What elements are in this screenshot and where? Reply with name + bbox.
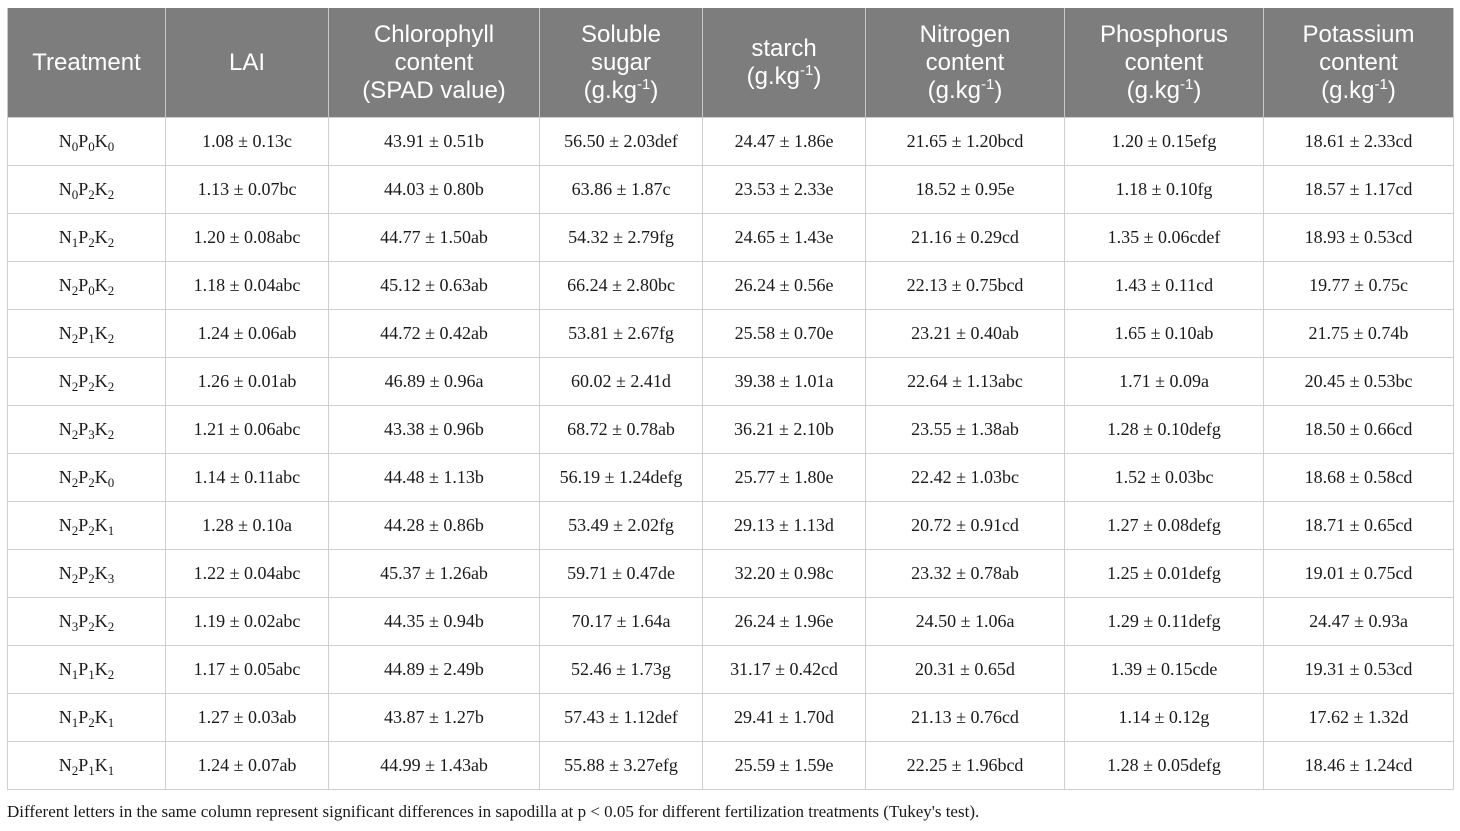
value-cell: 24.50 ± 1.06a [866,598,1065,646]
value-cell: 31.17 ± 0.42cd [703,646,866,694]
results-table [7,8,1454,790]
treatment-cell: $N_2P_2K_2$ [8,358,166,406]
column-header [866,8,1065,118]
column-header [8,8,166,118]
table-row [8,310,1454,358]
table-row [8,358,1454,406]
value-cell: 56.19 ± 1.24defg [540,454,703,502]
value-cell: 20.45 ± 0.53bc [1264,358,1454,406]
value-cell: 21.75 ± 0.74b [1264,310,1454,358]
value-cell: 43.38 ± 0.96b [329,406,540,454]
treatment-cell: $N_0P_2K_2$ [8,166,166,214]
treatment-cell: $N_2P_0K_2$ [8,262,166,310]
value-cell: 46.89 ± 0.96a [329,358,540,406]
value-cell: 22.25 ± 1.96bcd [866,742,1065,790]
value-cell: 68.72 ± 0.78ab [540,406,703,454]
table-container [7,8,1453,790]
column-header-text: LAI [228,48,266,76]
value-cell: 1.20 ± 0.08abc [166,214,329,262]
value-cell: 1.19 ± 0.02abc [166,598,329,646]
value-cell: 18.57 ± 1.17cd [1264,166,1454,214]
value-cell: 44.48 ± 1.13b [329,454,540,502]
table-row [8,598,1454,646]
value-cell: 44.99 ± 1.43ab [329,742,540,790]
column-header-text: content [1319,48,1398,76]
value-cell: 57.43 ± 1.12def [540,694,703,742]
treatment-cell: $N_2P_1K_2$ [8,310,166,358]
value-cell: 26.24 ± 1.96e [703,598,866,646]
value-cell: 1.43 ± 0.11cd [1065,262,1264,310]
value-cell: 26.24 ± 0.56e [703,262,866,310]
treatment-cell: $N_2P_3K_2$ [8,406,166,454]
table-row [8,694,1454,742]
value-cell: 22.13 ± 0.75bcd [866,262,1065,310]
value-cell: 1.17 ± 0.05abc [166,646,329,694]
value-cell: 18.93 ± 0.53cd [1264,214,1454,262]
value-cell: 45.37 ± 1.26ab [329,550,540,598]
value-cell: 1.28 ± 0.10defg [1065,406,1264,454]
value-cell: 19.01 ± 0.75cd [1264,550,1454,598]
value-cell: 1.24 ± 0.07ab [166,742,329,790]
value-cell: 44.28 ± 0.86b [329,502,540,550]
treatment-cell: $N_3P_2K_2$ [8,598,166,646]
value-cell: 39.38 ± 1.01a [703,358,866,406]
value-cell: 23.21 ± 0.40ab [866,310,1065,358]
value-cell: 21.13 ± 0.76cd [866,694,1065,742]
column-header-text: content [925,48,1005,76]
value-cell: 59.71 ± 0.47de [540,550,703,598]
treatment-cell: $N_2P_2K_0$ [8,454,166,502]
value-cell: 54.32 ± 2.79fg [540,214,703,262]
table-row [8,262,1454,310]
table-body [8,118,1454,790]
value-cell: 43.87 ± 1.27b [329,694,540,742]
value-cell: 1.39 ± 0.15cde [1065,646,1264,694]
value-cell: 52.46 ± 1.73g [540,646,703,694]
value-cell: 23.53 ± 2.33e [703,166,866,214]
value-cell: 66.24 ± 2.80bc [540,262,703,310]
value-cell: 25.58 ± 0.70e [703,310,866,358]
treatment-cell: $N_1P_2K_1$ [8,694,166,742]
value-cell: 56.50 ± 2.03def [540,118,703,166]
treatment-cell: $N_0P_0K_0$ [8,118,166,166]
value-cell: 24.65 ± 1.43e [703,214,866,262]
column-header-text: content [394,48,474,76]
value-cell: 1.14 ± 0.11abc [166,454,329,502]
value-cell: 1.27 ± 0.03ab [166,694,329,742]
value-cell: 44.72 ± 0.42ab [329,310,540,358]
value-cell: 21.16 ± 0.29cd [866,214,1065,262]
table-row [8,646,1454,694]
column-header [1065,8,1264,118]
value-cell: 18.61 ± 2.33cd [1264,118,1454,166]
column-header-text: content [1124,48,1204,76]
value-cell: 18.46 ± 1.24cd [1264,742,1454,790]
value-cell: 18.71 ± 0.65cd [1264,502,1454,550]
value-cell: 19.77 ± 0.75c [1264,262,1454,310]
table-row [8,166,1454,214]
table-row [8,454,1454,502]
value-cell: 19.31 ± 0.53cd [1264,646,1454,694]
table-row [8,118,1454,166]
value-cell: 1.28 ± 0.10a [166,502,329,550]
value-cell: 18.52 ± 0.95e [866,166,1065,214]
value-cell: 1.35 ± 0.06cdef [1065,214,1264,262]
value-cell: 1.65 ± 0.10ab [1065,310,1264,358]
value-cell: 21.65 ± 1.20bcd [866,118,1065,166]
value-cell: 24.47 ± 1.86e [703,118,866,166]
column-header-unit: $(g.kg^{-1})$ [583,75,659,104]
column-header-text: Nitrogen [919,20,1011,48]
treatment-cell: $N_2P_1K_1$ [8,742,166,790]
column-header-text: Soluble [580,20,662,48]
value-cell: 1.18 ± 0.04abc [166,262,329,310]
value-cell: 1.28 ± 0.05defg [1065,742,1264,790]
value-cell: 1.25 ± 0.01defg [1065,550,1264,598]
value-cell: 1.52 ± 0.03bc [1065,454,1264,502]
value-cell: 44.77 ± 1.50ab [329,214,540,262]
value-cell: 44.03 ± 0.80b [329,166,540,214]
column-header [703,8,866,118]
value-cell: 1.18 ± 0.10fg [1065,166,1264,214]
treatment-cell: $N_2P_2K_1$ [8,502,166,550]
value-cell: 32.20 ± 0.98c [703,550,866,598]
table-row [8,742,1454,790]
column-header-text: Phosphorus [1099,20,1229,48]
value-cell: 1.26 ± 0.01ab [166,358,329,406]
column-header-text: Potassium [1302,20,1415,48]
value-cell: 23.32 ± 0.78ab [866,550,1065,598]
value-cell: 1.22 ± 0.04abc [166,550,329,598]
column-header-text: Chlorophyll [373,20,495,48]
column-header-text: starch [751,34,817,62]
value-cell: 29.41 ± 1.70d [703,694,866,742]
column-header [540,8,703,118]
value-cell: 1.08 ± 0.13c [166,118,329,166]
table-row [8,406,1454,454]
value-cell: 53.81 ± 2.67fg [540,310,703,358]
value-cell: 1.24 ± 0.06ab [166,310,329,358]
table-row [8,550,1454,598]
column-header [1264,8,1454,118]
column-header-unit: $(g.kg^{-1})$ [1321,75,1396,104]
value-cell: 22.42 ± 1.03bc [866,454,1065,502]
table-footnote: Different letters in the same column represent significant differences in sapodilla at p < 0.05 for different fertilization treatments (Tukey's test). [7,802,980,821]
table-header-row [8,8,1454,118]
value-cell: 22.64 ± 1.13abc [866,358,1065,406]
value-cell: 20.31 ± 0.65d [866,646,1065,694]
treatment-cell: $N_1P_1K_2$ [8,646,166,694]
value-cell: 60.02 ± 2.41d [540,358,703,406]
value-cell: 1.13 ± 0.07bc [166,166,329,214]
column-header-unit: $(g.kg^{-1})$ [927,75,1003,104]
value-cell: 1.14 ± 0.12g [1065,694,1264,742]
value-cell: 53.49 ± 2.02fg [540,502,703,550]
value-cell: 20.72 ± 0.91cd [866,502,1065,550]
treatment-cell: $N_1P_2K_2$ [8,214,166,262]
column-header [166,8,329,118]
value-cell: 1.29 ± 0.11defg [1065,598,1264,646]
value-cell: 45.12 ± 0.63ab [329,262,540,310]
value-cell: 63.86 ± 1.87c [540,166,703,214]
treatment-cell: $N_2P_2K_3$ [8,550,166,598]
value-cell: 29.13 ± 1.13d [703,502,866,550]
value-cell: 24.47 ± 0.93a [1264,598,1454,646]
table-row [8,502,1454,550]
value-cell: 55.88 ± 3.27efg [540,742,703,790]
table-row [8,214,1454,262]
value-cell: 44.89 ± 2.49b [329,646,540,694]
column-header-unit: $(g.kg^{-1})$ [746,61,822,90]
column-header-text: sugar [590,48,652,76]
value-cell: 18.68 ± 0.58cd [1264,454,1454,502]
value-cell: 17.62 ± 1.32d [1264,694,1454,742]
value-cell: 1.27 ± 0.08defg [1065,502,1264,550]
value-cell: 36.21 ± 2.10b [703,406,866,454]
value-cell: 18.50 ± 0.66cd [1264,406,1454,454]
value-cell: 44.35 ± 0.94b [329,598,540,646]
value-cell: 70.17 ± 1.64a [540,598,703,646]
value-cell: 1.20 ± 0.15efg [1065,118,1264,166]
column-header-unit: $(g.kg^{-1})$ [1126,75,1202,104]
value-cell: 43.91 ± 0.51b [329,118,540,166]
column-header [329,8,540,118]
column-header-text: Treatment [32,48,141,76]
value-cell: 1.21 ± 0.06abc [166,406,329,454]
value-cell: 1.71 ± 0.09a [1065,358,1264,406]
column-header-text: (SPAD value) [362,76,506,104]
value-cell: 25.77 ± 1.80e [703,454,866,502]
value-cell: 23.55 ± 1.38ab [866,406,1065,454]
value-cell: 25.59 ± 1.59e [703,742,866,790]
